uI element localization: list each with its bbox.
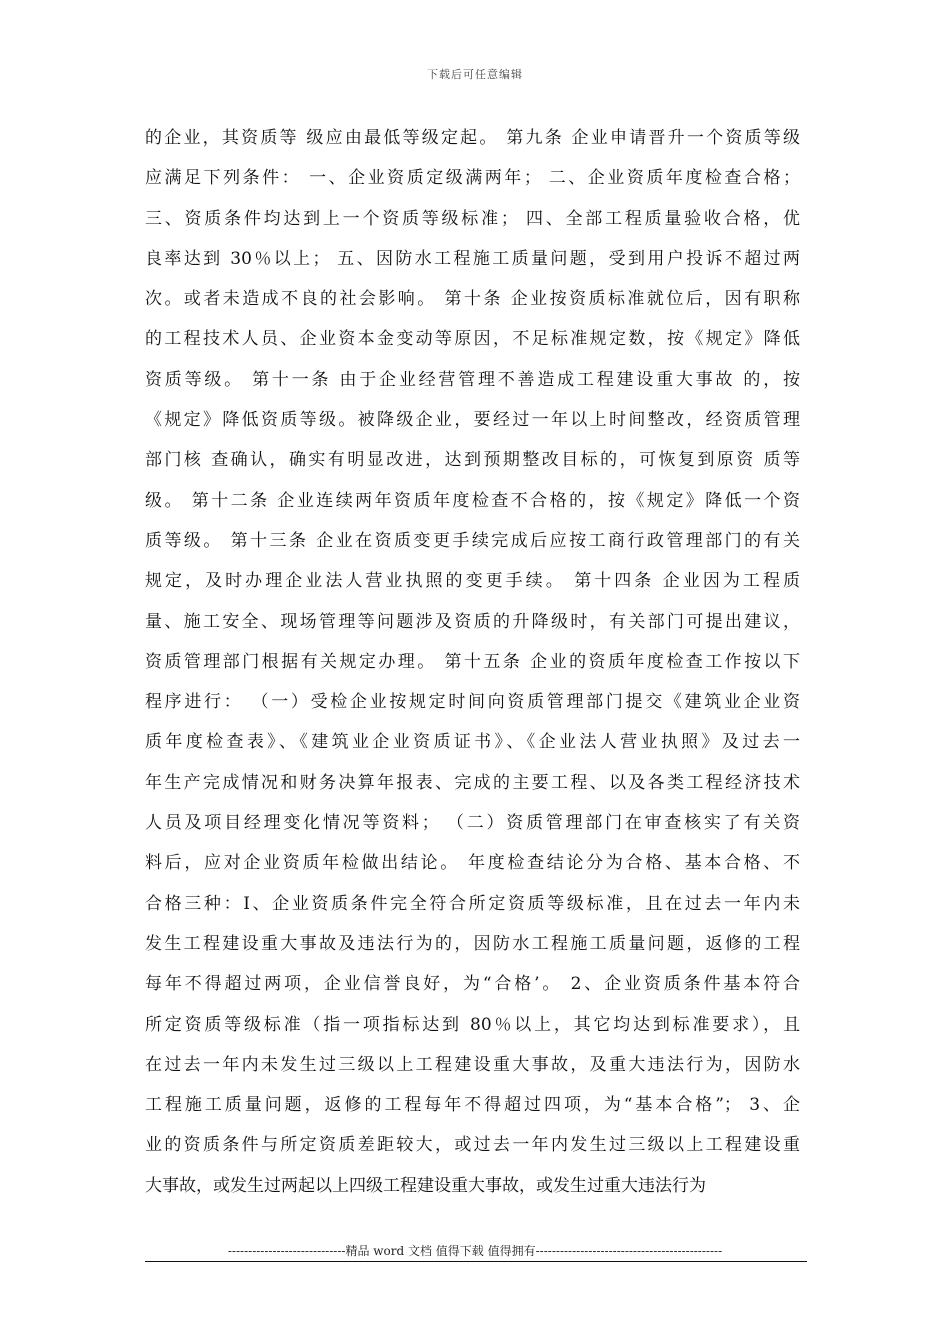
- text-line: 合格三种：Ⅰ、企业资质条件完全符合所定资质等级标准，且在过去一年内未: [145, 893, 800, 914]
- footer-divider: [145, 1261, 807, 1262]
- text-line: 《规定》降低资质等级。被降级企业，要经过一年以上时间整改，经资质管理: [145, 410, 800, 431]
- text-line: 量、施工安全、现场管理等问题涉及资质的升降级时，有关部门可提出建议，: [145, 611, 800, 632]
- document-body: [145, 118, 800, 1206]
- text-line: 的企业，其资质等 级应由最低等级定起。 第九条 企业申请晋升一个资质等级: [145, 128, 800, 148]
- text-line: 级。 第十二条 企业连续两年资质年度检查不合格的，按《规定》降低一个资: [145, 490, 800, 511]
- text-line: 大事故，或发生过两起以上四级工程建设重大事故，或发生过重大违法行为: [145, 1175, 706, 1196]
- text-line: 年生产完成情况和财务决算年报表、完成的主要工程、以及各类工程经济技术: [145, 772, 800, 793]
- text-line: 在过去一年内未发生过三级以上工程建设重大事故，及重大违法行为，因防水: [145, 1054, 800, 1075]
- text-line: 规定，及时办理企业法人营业执照的变更手续。 第十四条 企业因为工程质: [145, 571, 800, 592]
- text-line: 每年不得超过两项，企业信誉良好，为“合格’。 2、企业资质条件基本符合: [145, 974, 800, 995]
- text-line: 程序进行： （一）受检企业按规定时间向资质管理部门提交《建筑业企业资: [145, 692, 800, 713]
- text-line: 的工程技术人员、企业资本金变动等原因，不足标准规定数，按《规定》降低: [145, 329, 800, 350]
- text-line: 料后，应对企业资质年检做出结论。 年度检查结论分为合格、基本合格、不: [145, 853, 800, 874]
- text-line: 资质管理部门根据有关规定办理。 第十五条 企业的资质年度检查工作按以下: [145, 651, 800, 672]
- text-line: 资质等级。 第十一条 由于企业经营管理不善造成工程建设重大事故 的，按: [145, 369, 800, 390]
- text-line: 业的资质条件与所定资质差距较大，或过去一年内发生过三级以上工程建设重: [145, 1135, 800, 1156]
- text-line: 所定资质等级标准（指一项指标达到 80％以上，其它均达到标准要求），且: [145, 1014, 800, 1035]
- text-line: 质等级。 第十三条 企业在资质变更手续完成后应按工商行政管理部门的有关: [145, 530, 800, 551]
- text-line: 质年度检查表》、《建筑业企业资质证书》、《企业法人营业执照》及过去一: [145, 732, 800, 753]
- text-line: 部门核 查确认，确实有明显改进，达到预期整改目标的，可恢复到原资 质等: [145, 450, 800, 471]
- text-line: 人员及项目经理变化情况等资料； （二）资质管理部门在审查核实了有关资: [145, 813, 800, 834]
- text-line: 次。或者未造成不良的社会影响。 第十条 企业按资质标准就位后，因有职称: [145, 289, 800, 310]
- header-note: 下载后可任意编辑: [427, 68, 523, 81]
- text-line: 工程施工质量问题，返修的工程每年不得超过四项，为“基本合格”； 3、企: [145, 1095, 800, 1116]
- text-line: 三、资质条件均达到上一个资质等级标准； 四、全部工程质量验收合格，优: [145, 208, 800, 229]
- text-line: 应满足下列条件： 一、企业资质定级满两年； 二、企业资质年度检查合格；: [145, 168, 800, 189]
- text-line: 发生工程建设重大事故及违法行为的，因防水工程施工质量问题，返修的工程: [145, 933, 800, 954]
- text-line: 良率达到 30％以上； 五、因防水工程施工质量问题，受到用户投诉不超过两: [145, 248, 800, 269]
- footer-note: -----------------------------精品 word 文档 值得下载 值得拥有----------------------------------------------: [227, 1244, 723, 1258]
